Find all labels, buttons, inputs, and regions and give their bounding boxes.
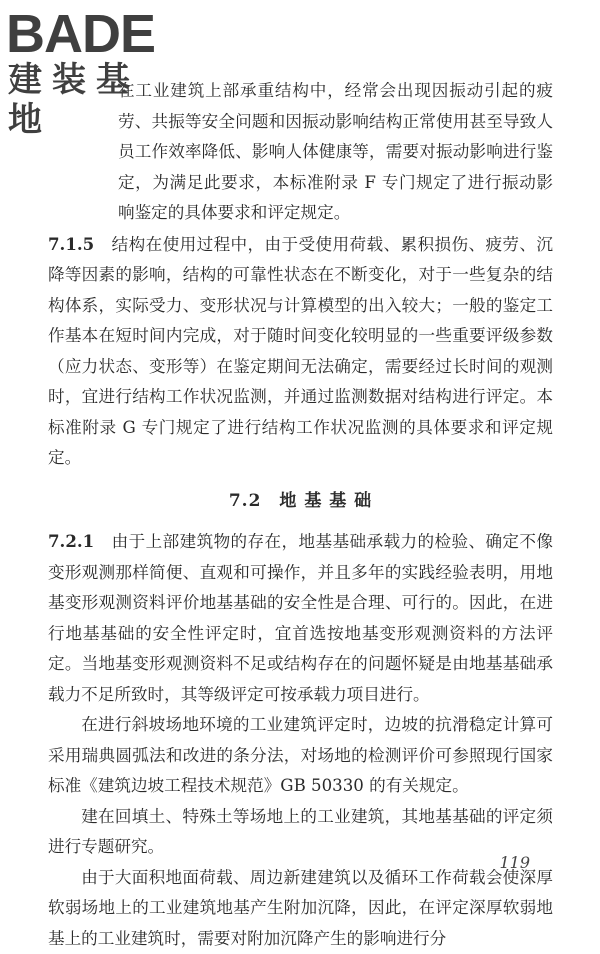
paragraph-slope: 在进行斜坡场地环境的工业建筑评定时，边坡的抗滑稳定计算可采用瑞典圆弧法和改进的条分法，对场地的检测评价可参照现行国家标准《建筑边坡工程技术规范》GB 50330 的有关规定。	[48, 710, 553, 802]
clause-number: 7.2.1	[48, 531, 94, 551]
section-title: 7.2 地 基 基 础	[48, 486, 553, 517]
clause-number: 7.1.5	[48, 234, 94, 254]
clause-7-1-4-text: 在工业建筑上部承重结构中，经常会出现因振动引起的疲劳、共振等安全问题和因振动影响结构正常使用甚至导致人员工作效率降低、影响人体健康等，需要对振动影响进行鉴定，为满足此要求，本标准附录 F 专门规定了进行振动影响鉴定的具体要求和评定规定。	[48, 76, 553, 229]
clause-7-2-1	[48, 526, 553, 710]
page-number: 119	[499, 853, 530, 872]
watermark-cjk: 建装基地	[8, 60, 178, 140]
clause-text: 结构在使用过程中，由于受使用荷载、累积损伤、疲劳、沉降等因素的影响，结构的可靠性状态在不断变化，对于一些复杂的结构体系，实际受力、变形状况与计算模型的出入较大；一般的鉴定工作基本在短时间内完成，对于随时间变化较明显的一些重要评级参数（应力状态、变形等）在鉴定期间无法确定，需要经过长时间的观测时，宜进行结构工作状况监测，并通过监测数据对结构进行评定。本标准附录 G 专门规定了进行结构工作状况监测的具体要求和评定规定。	[48, 235, 553, 468]
paragraph-soft-ground: 由于大面积地面荷载、周边新建建筑以及循环工作荷载会使深厚软弱场地上的工业建筑地基产生附加沉降，因此，在评定深厚软弱地基上的工业建筑时，需要对附加沉降产生的影响进行分	[48, 863, 553, 954]
watermark-logo	[6, 4, 178, 104]
document-body	[48, 76, 553, 954]
watermark-latin: BADE	[6, 4, 155, 64]
clause-7-1-5	[48, 229, 553, 474]
paragraph-fill-soil: 建在回填土、特殊土等场地上的工业建筑，其地基基础的评定须进行专题研究。	[48, 802, 553, 863]
clause-text: 由于上部建筑物的存在，地基基础承载力的检验、确定不像变形观测那样简便、直观和可操作，并且多年的实践经验表明，用地基变形观测资料评价地基基础的安全性是合理、可行的。因此，在进行地基基础的安全性评定时，宜首选按地基变形观测资料的方法评定。当地基变形观测资料不足或结构存在的问题怀疑是由地基基础承载力不足所致时，其等级评定可按承载力项目进行。	[48, 532, 553, 704]
